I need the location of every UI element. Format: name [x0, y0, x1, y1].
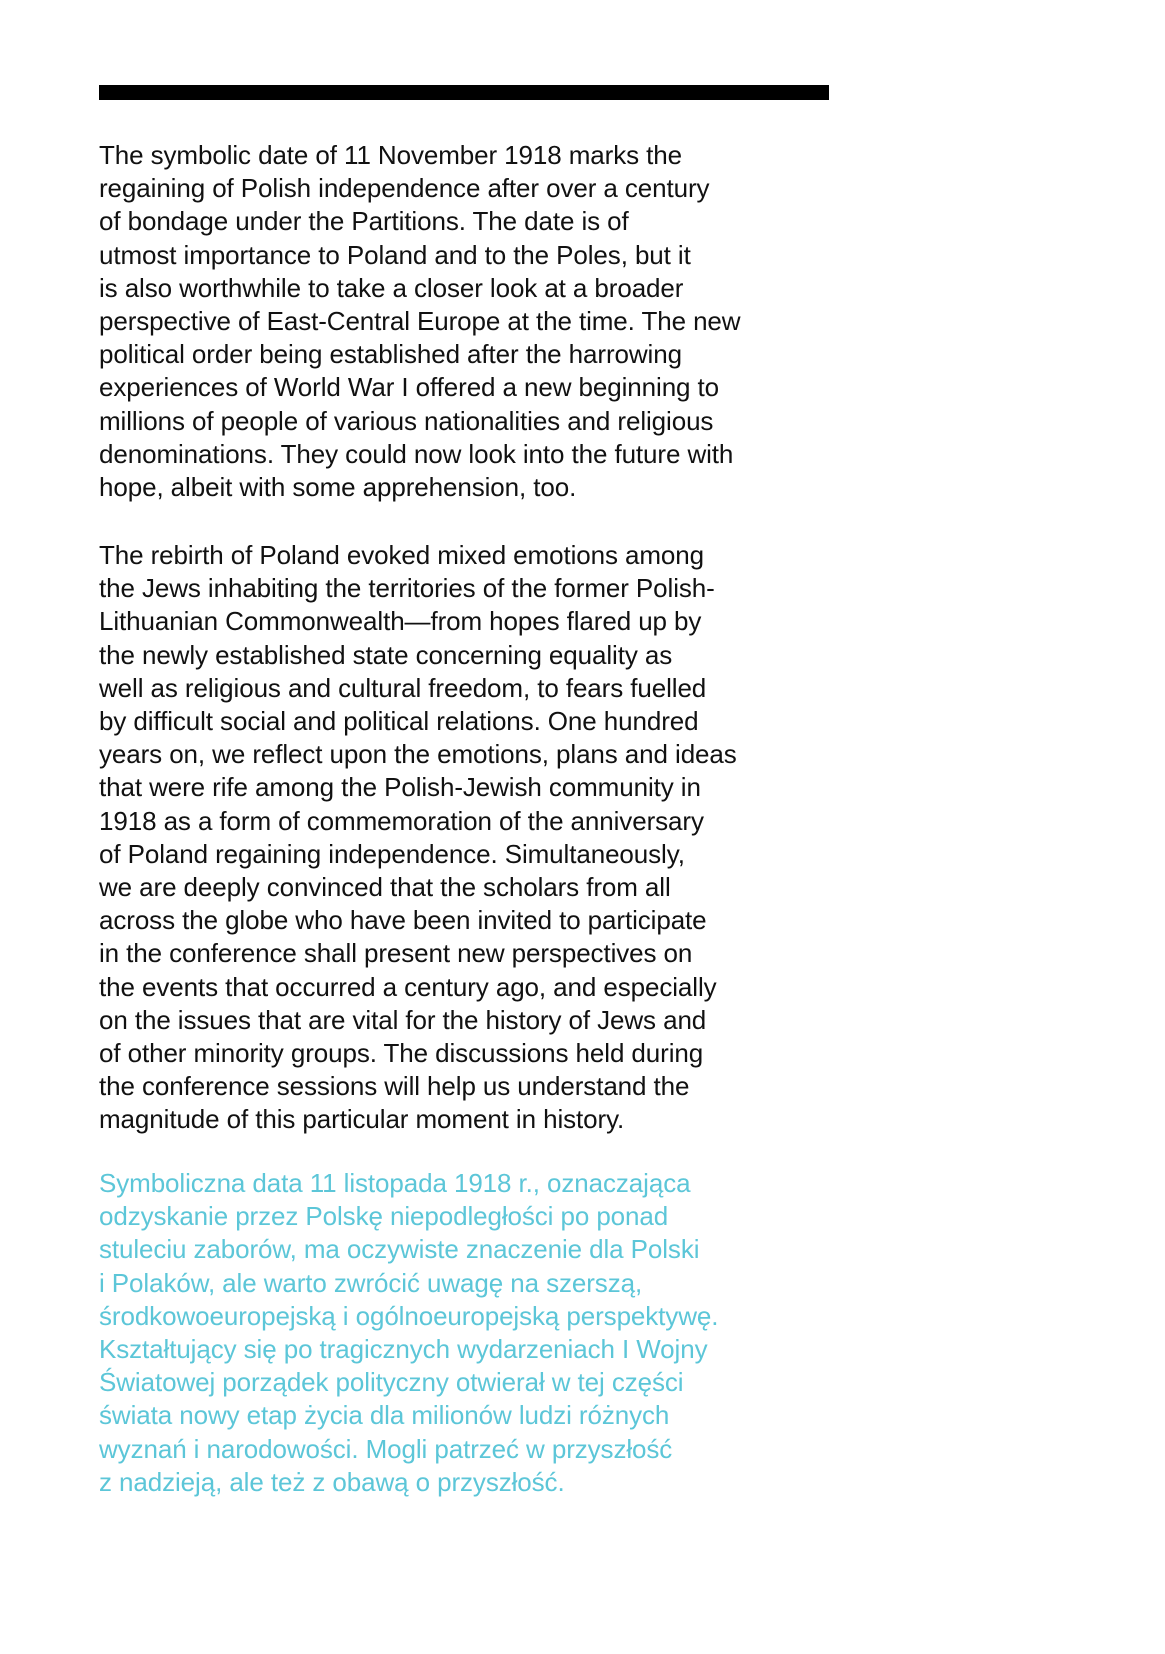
text-line: of bondage under the Partitions. The date is of [99, 206, 629, 237]
text-line: odzyskanie przez Polskę niepodległości po ponad [99, 1201, 669, 1232]
text-line: Lithuanian Commonwealth—from hopes flared up by [99, 606, 702, 637]
text-line: on the issues that are vital for the history of Jews and [99, 1004, 707, 1035]
text-line: the conference sessions will help us understand the [99, 1071, 690, 1102]
english-paragraph-1 [99, 139, 839, 504]
text-line: the events that occurred a century ago, and especially [99, 971, 717, 1002]
text-line: regaining of Polish independence after over a century [99, 173, 710, 204]
text-line: 1918 as a form of commemoration of the anniversary [99, 805, 704, 836]
text-line: years on, we reflect upon the emotions, plans and ideas [99, 739, 737, 770]
text-line: Symboliczna data 11 listopada 1918 r., oznaczająca [99, 1168, 691, 1198]
text-line: political order being established after the harrowing [99, 339, 682, 370]
text-line: is also worthwhile to take a closer look at a broader [99, 272, 684, 303]
text-line: utmost importance to Poland and to the Poles, but it [99, 239, 691, 270]
polish-paragraph [99, 1167, 839, 1499]
text-line: experiences of World War I offered a new beginning to [99, 372, 720, 403]
text-line: the newly established state concerning equality as [99, 639, 673, 670]
text-line: środkowoeuropejską i ogólnoeuropejską perspektywę. [99, 1300, 719, 1331]
text-line: stuleciu zaborów, ma oczywiste znaczenie dla Polski [99, 1234, 700, 1265]
text-line: magnitude of this particular moment in history. [99, 1104, 625, 1135]
text-line: of other minority groups. The discussions held during [99, 1038, 704, 1069]
text-line: well as religious and cultural freedom, to fears fuelled [99, 672, 707, 703]
text-line: that were rife among the Polish-Jewish community in [99, 772, 701, 803]
top-black-rule [99, 85, 829, 100]
text-line: Kształtujący się po tragicznych wydarzeniach I Wojny [99, 1334, 708, 1365]
text-line: perspective of East-Central Europe at the time. The new [99, 306, 741, 337]
text-line: wyznań i narodowości. Mogli patrzeć w przyszłość [99, 1433, 673, 1464]
text-line: the Jews inhabiting the territories of the former Polish- [99, 573, 715, 604]
text-line: millions of people of various nationalities and religious [99, 405, 714, 436]
text-line: z nadzieją, ale też z obawą o przyszłość. [99, 1466, 565, 1497]
text-line: hope, albeit with some apprehension, too. [99, 472, 577, 503]
text-line: i Polaków, ale warto zwrócić uwagę na szerszą, [99, 1267, 643, 1298]
text-line: Światowej porządek polityczny otwierał w tej części [99, 1367, 684, 1398]
text-line: The rebirth of Poland evoked mixed emotions among [99, 540, 704, 570]
text-line: we are deeply convinced that the scholars from all [99, 872, 671, 903]
text-line: by difficult social and political relations. One hundred [99, 706, 699, 737]
text-line: denominations. They could now look into the future with [99, 438, 734, 469]
text-line: across the globe who have been invited to participate [99, 905, 707, 936]
text-line: The symbolic date of 11 November 1918 marks the [99, 140, 682, 170]
text-line: of Poland regaining independence. Simultaneously, [99, 838, 685, 869]
text-line: in the conference shall present new perspectives on [99, 938, 693, 969]
english-paragraph-2 [99, 539, 839, 1137]
text-line: świata nowy etap życia dla milionów ludzi różnych [99, 1400, 670, 1431]
